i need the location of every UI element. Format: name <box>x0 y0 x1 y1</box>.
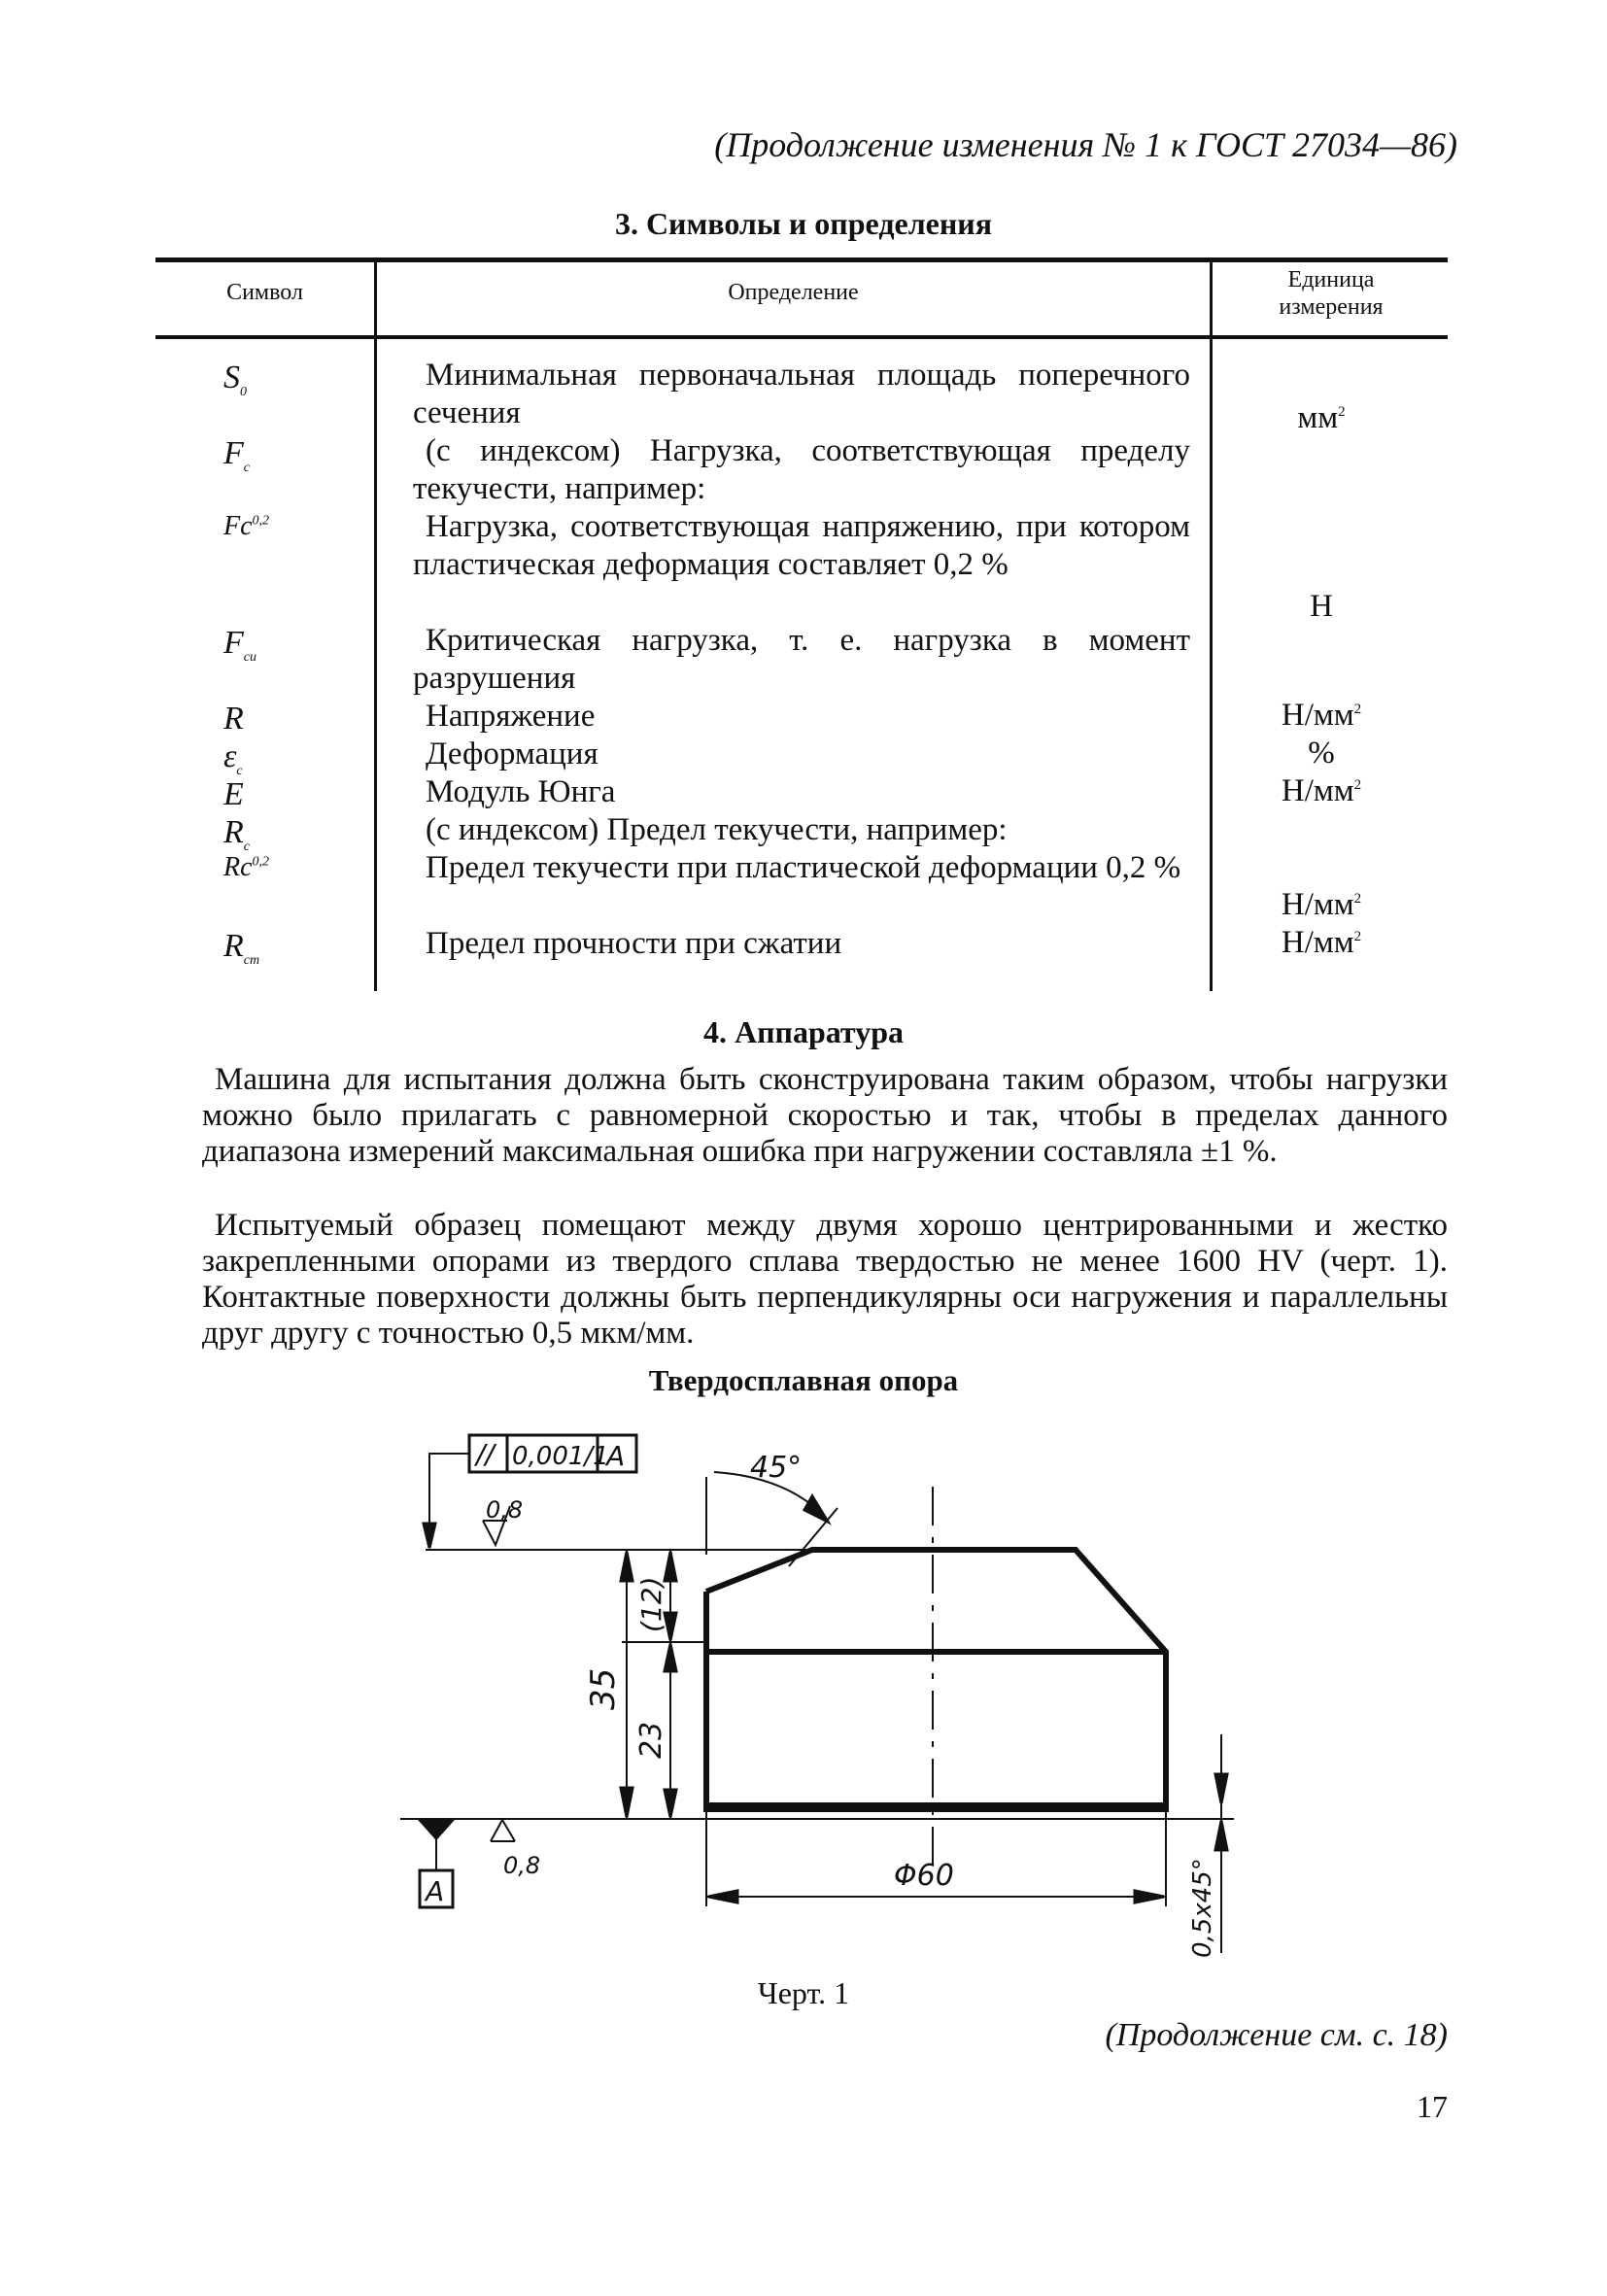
dim-35-label: 35 <box>584 1667 623 1710</box>
tolerance-leader <box>429 1454 469 1548</box>
row-unit: $мм^2$ <box>1297 400 1346 435</box>
page-number: 17 <box>1417 2089 1448 2124</box>
continuation-header: (Продолжение изменения № 1 к ГОСТ 27034—86) <box>714 125 1457 164</box>
row-symbol: $\varepsilon_c$ <box>223 738 243 778</box>
row-definition: Предел прочности при сжатии <box>426 926 842 961</box>
row-definition: Модуль Юнга <box>426 774 616 809</box>
row-definition: Напряжение <box>426 699 596 734</box>
datum-triangle <box>421 1821 452 1838</box>
row-symbol: $F_c$ <box>223 435 250 475</box>
col-header-symbol: Символ <box>226 280 303 305</box>
row-unit: Н <box>1310 589 1333 624</box>
dim-60-arrow-left <box>708 1891 737 1902</box>
figure-caption: Черт. 1 <box>757 1975 850 2010</box>
row-unit: $Н/мм^2$ <box>1281 698 1362 733</box>
dim-35-arrow-top <box>621 1552 633 1581</box>
section-4-paragraph-1: Машина для испытания должна быть сконструирована таким образом, чтобы нагрузки можно было прилагать с равномерной скоростью и так, чтобы в пределах данного диапазона измерений максимальная ошибка при нагружении составляла ±1 %. <box>202 1062 1448 1169</box>
row-symbol: $R_{cm}$ <box>223 928 260 968</box>
row-symbol: $R_c$ <box>223 814 250 854</box>
tolerance-leader-arrow <box>424 1524 435 1548</box>
row-definition: Нагрузка, соответствующая напряжению, при котором пластическая деформация составляет 0,2 % <box>413 509 1190 582</box>
support-outline <box>706 1550 1166 1809</box>
roughness-bottom-icon <box>491 1820 515 1841</box>
chamfer-arrow-top <box>1215 1774 1227 1803</box>
dim-12-arrow-top <box>665 1552 676 1581</box>
datum-letter: A <box>426 1875 445 1907</box>
row-symbol: R <box>223 701 244 737</box>
row-unit: $Н/мм^2$ <box>1281 887 1362 922</box>
chamfer-label: 0,5x45° <box>1188 1858 1217 1958</box>
dim-23-arrow-bottom <box>665 1790 676 1817</box>
angle-label: 45° <box>750 1451 803 1485</box>
col-header-unit-line1: Единица <box>1287 267 1375 292</box>
row-symbol: $S_0$ <box>223 360 247 399</box>
dim-35-arrow-bottom <box>621 1788 633 1817</box>
dim-60-arrow-right <box>1135 1891 1164 1902</box>
chamfer-arrow-bottom <box>1215 1821 1227 1850</box>
tolerance-value: 0,001/1 <box>512 1442 609 1471</box>
row-definition: Деформация <box>426 737 598 771</box>
section-3-title: 3. Символы и определения <box>614 206 993 241</box>
row-definition: (с индексом) Нагрузка, соответствующая пределу текучести, например: <box>413 433 1190 506</box>
dim-23-arrow-top <box>665 1644 676 1671</box>
col-header-definition: Определение <box>728 280 859 305</box>
angle-ext-slant <box>789 1508 838 1566</box>
dim-23-label: 23 <box>634 1721 668 1759</box>
row-unit: $Н/мм^2$ <box>1281 773 1362 808</box>
roughness-bottom-value: 0,8 <box>503 1852 541 1879</box>
roughness-top-value: 0,8 <box>486 1496 524 1524</box>
tolerance-symbol: // <box>476 1438 495 1470</box>
row-definition: Минимальная первоначальная площадь поперечного сечения <box>413 358 1190 430</box>
row-symbol: Fc$^{0,2}$ <box>223 511 270 541</box>
row-unit: $Н/мм^2$ <box>1281 925 1362 960</box>
row-symbol: Rc$^{0,2}$ <box>223 852 270 882</box>
section-4-title: 4. Аппаратура <box>702 1014 905 1049</box>
row-symbol: $F_{cu}$ <box>223 625 256 665</box>
tolerance-datum: A <box>606 1440 626 1472</box>
row-definition: Критическая нагрузка, т. е. нагрузка в момент разрушения <box>413 623 1190 696</box>
figure-title: Твердосплавная опора <box>648 1363 959 1397</box>
dim-12-label: (12) <box>635 1576 667 1632</box>
row-definition: Предел текучести при пластической деформации 0,2 % <box>426 850 1181 885</box>
col-header-unit-line2: измерения <box>1279 294 1384 320</box>
diameter-label: Φ60 <box>894 1859 954 1893</box>
row-definition: (с индексом) Предел текучести, например: <box>426 812 1008 847</box>
row-symbol: E <box>223 776 244 812</box>
angle-arrow <box>804 1496 828 1522</box>
continuation-footer: (Продолжение см. с. 18) <box>1105 2017 1448 2053</box>
section-4-paragraph-2: Испытуемый образец помещают между двумя хорошо центрированными и жестко закрепленными опорами из твердого сплава твердостью не менее 1600 HV (черт. 1). Контактные поверхности должны быть перпендикулярны оси нагружения и параллельны друг другу с точностью 0,5 мкм/мм. <box>202 1208 1448 1351</box>
row-unit: % <box>1308 736 1335 771</box>
